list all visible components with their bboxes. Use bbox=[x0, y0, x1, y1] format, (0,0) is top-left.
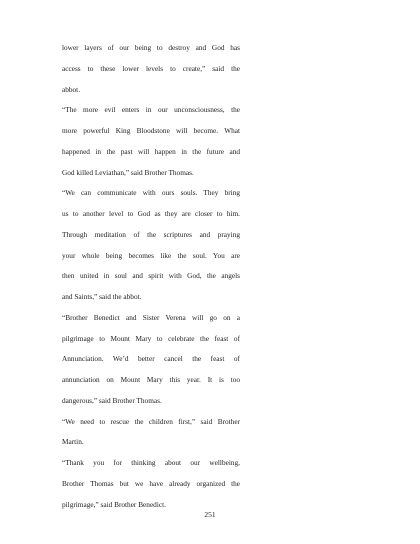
text-line: more powerful King Bloodstone will become. What bbox=[62, 126, 240, 135]
text-line: pilgrimage to Mount Mary to celebrate the feast of bbox=[62, 333, 240, 343]
text-line: lower layers of our being to destroy and God has bbox=[62, 43, 240, 52]
text-line: Through meditation of the scriptures and praying bbox=[62, 229, 240, 239]
text-line: God killed Leviathan,” said Brother Thomas. bbox=[62, 167, 194, 177]
text-line: Annunciation. We’d better cancel the feast of bbox=[62, 354, 240, 364]
text-line: “We can communicate with ours souls. They bring bbox=[62, 188, 240, 198]
text-line: dangerous,” said Brother Thomas. bbox=[62, 395, 162, 405]
text-line: “Thank you for thinking about our wellbeing, bbox=[62, 458, 240, 467]
text-line: pilgrimage,” said Brother Benedict. bbox=[62, 499, 166, 509]
text-line: “The more evil enters in our unconsciousness, the bbox=[62, 105, 240, 115]
text-line: happened in the past will happen in the future and bbox=[62, 146, 240, 156]
page-number: 251 bbox=[204, 510, 216, 519]
text-line: us to another level to God as they are closer to him. bbox=[62, 209, 240, 218]
text-line: “Brother Benedict and Sister Verena will go on a bbox=[62, 312, 240, 322]
text-line: your whole being becomes like the soul. You are bbox=[62, 250, 240, 260]
text-line: abbot. bbox=[62, 84, 81, 94]
text-line: Martin. bbox=[62, 437, 84, 447]
body-text bbox=[62, 38, 240, 515]
text-line: “We need to rescue the children first,” said Brother bbox=[62, 416, 240, 426]
text-line: access to these lower levels to create,” said the bbox=[62, 63, 240, 73]
text-line: and Saints,” said the abbot. bbox=[62, 292, 142, 301]
text-line: annunciation on Mount Mary this year. It is too bbox=[62, 375, 240, 384]
text-line: then united in soul and spirit with God, the angels bbox=[62, 271, 240, 281]
text-line: Brother Thomas but we have already organized the bbox=[62, 478, 240, 488]
